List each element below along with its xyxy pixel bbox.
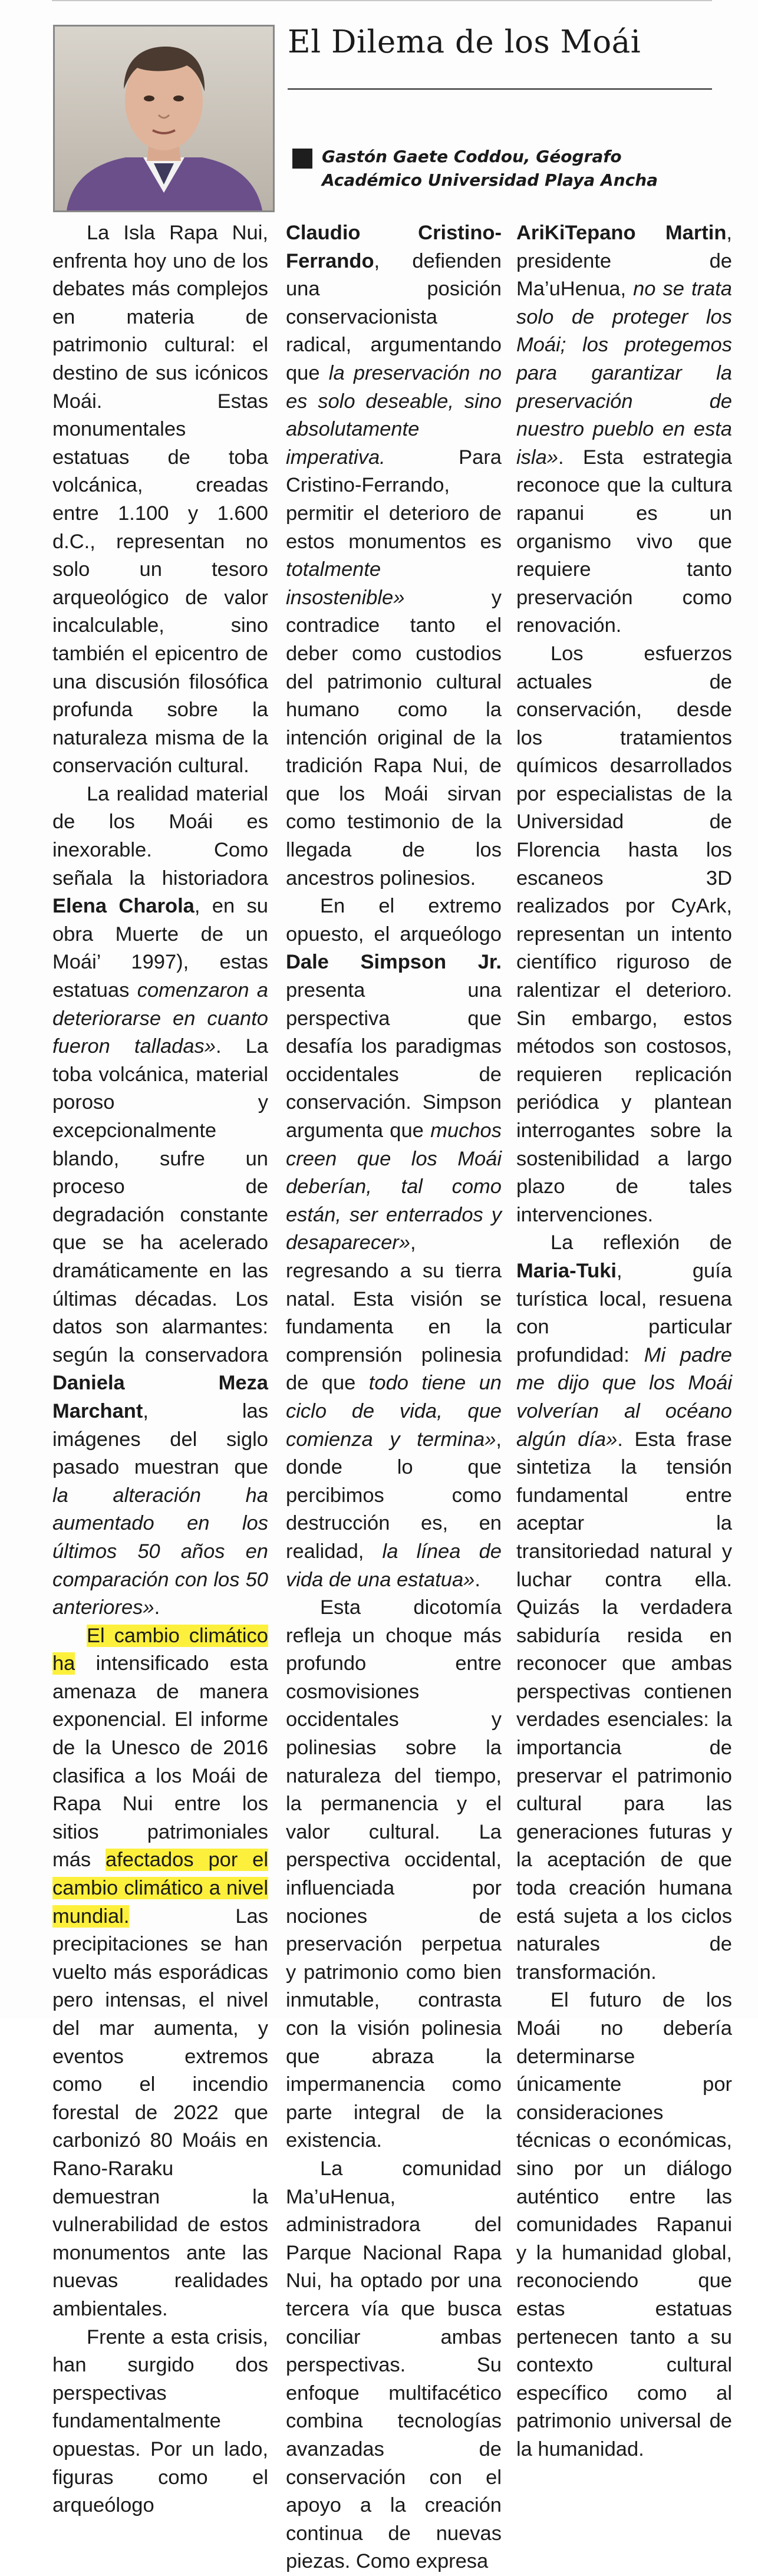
quote: todo tiene un ciclo de vida, que comienza y termina» <box>286 1372 502 1451</box>
paragraph: La reflexión de Maria-Tuki, guía turística local, resuena con particular profundidad: Mi padre me dijo que los Moái volverían al océano algún día». Esta frase sintetiza la tensión fundamental entre aceptar la transitoriedad natural y luchar contra ella. Quizás la verdadera sabiduría resida en reconocer que ambas perspectivas contienen verdades esenciales: la importancia de preservar el patrimonio cultural para las generaciones futuras y la aceptación de que toda creación humana está sujeta a los ciclos naturales de transformación. <box>516 1231 732 1984</box>
article-column-2 <box>286 219 502 2576</box>
author-affiliation: Académico Universidad Playa Ancha <box>322 170 658 190</box>
paragraph: La realidad material de los Moái es inexorable. Como señala la historiadora Elena Charola, en su obra Muerte de un Moái’ 1997), estas estatuas comenzaron a deteriorarse en cuanto fueron talladas». La toba volcánica, material poroso y excepcionalmente blando, sufre un proceso de degradación constante que se ha acelerado dramáticamente en las últimas décadas. Los datos son alarmantes: según la conservadora Daniela Meza Marchant, las imágenes del siglo pasado muestran que la alteración ha aumentado en los últimos 50 años en comparación con los 50 anteriores». <box>52 782 268 1619</box>
quote: la preservación no es solo deseable, sino absolutamente imperativa. <box>286 361 502 469</box>
quote: comenzaron a deteriorarse en cuanto fueron talladas» <box>52 979 268 1058</box>
byline-square-marker <box>292 149 312 169</box>
person-name: Daniela Meza Marchant <box>52 1372 268 1422</box>
quote: totalmente insostenible» <box>286 558 405 609</box>
paragraph: La comunidad Ma’uHenua, administradora del Parque Nacional Rapa Nui, ha optado por una tercera vía que busca conciliar ambas perspectivas. Su enfoque multifacético combina tecnologías avanzadas de conservación con el apoyo a la creación continua de nuevas piezas. Como expresa <box>286 2157 502 2573</box>
article-column-3 <box>516 219 732 2464</box>
quote: Mi padre me dijo que los Moái volverían al océano algún día» <box>516 1343 732 1451</box>
person-name: Dale Simpson Jr. <box>286 951 502 974</box>
top-rule <box>52 0 712 5</box>
quote: la alteración ha aumentado en los últimos 50 años en comparación con los 50 anteriores» <box>52 1484 268 1619</box>
quote: la línea de vida de una estatua» <box>286 1540 502 1591</box>
quote: muchos creen que los Moái deberían, tal como están, ser enterrados y desaparecer» <box>286 1119 502 1254</box>
person-name: Maria-Tuki <box>516 1259 617 1282</box>
article-headline: El Dilema de los Moái <box>288 24 641 60</box>
paragraph: Esta dicotomía refleja un choque más profundo entre cosmovisiones occidentales y polinesias sobre la naturaleza del tiempo, la permanencia y el valor cultural. La perspectiva occidental, influenciada por nociones de preservación perpetua y patrimonio como bien inmutable, contrasta con la visión polinesia que abraza la impermanencia como parte integral de la existencia. <box>286 1596 502 2152</box>
paragraph: La Isla Rapa Nui, enfrenta hoy uno de los debates más complejos en materia de patrimonio cultural: el destino de sus icónicos Moái. Estas monumentales estatuas de toba volcánica, creadas entre 1.100 y 1.600 d.C., representan no solo un tesoro arqueológico de valor incalculable, sino también el epicentro de una discusión filosófica profunda sobre la naturaleza misma de la conservación cultural. <box>52 222 268 778</box>
headline-rule <box>288 88 712 90</box>
paragraph: Los esfuerzos actuales de conservación, desde los tratamientos químicos desarrollados por especialistas de la Universidad de Florencia hasta los escaneos 3D realizados por CyArk, representan un intento científico riguroso de ralentizar el deterioro. Sin embargo, estos métodos son costosos, requieren replicación periódica y plantean interrogantes sobre la sostenibilidad a largo plazo de tales intervenciones. <box>516 642 732 1226</box>
quote: no se trata solo de proteger los Moái; los protegemos para garantizar la preservación de nuestro pueblo en esta isla» <box>516 278 732 469</box>
person-name: Elena Charola <box>52 895 195 918</box>
highlighted-text: El cambio climático ha <box>52 1624 268 1675</box>
paragraph: Frente a esta crisis, han surgido dos perspectivas fundamentalmente opuestas. Por un lado, figuras como el arqueólogo <box>52 2325 268 2517</box>
paragraph-continued: Claudio Cristino-Ferrando, defienden una posición conservacionista radical, argumentando que la preservación no es solo deseable, sino absolutamente imperativa. Para Cristino-Ferrando, permitir el deterioro de estos monumentos es totalmente insostenible» y contradice tanto el deber como custodios del patrimonio cultural humano como la intención original de la tradición Rapa Nui, de que los Moái sirvan como testimonio de la llegada de los ancestros polinesios. <box>286 222 502 890</box>
author-name-role: Gastón Gaete Coddou, Géografo <box>322 147 622 166</box>
paragraph: En el extremo opuesto, el arqueólogo Dale Simpson Jr. presenta una perspectiva que desafía los paradigmas occidentales de conservación. Simpson argumenta que muchos creen que los Moái deberían, tal como están, ser enterrados y desaparecer», regresando a su tierra natal. Esta visión se fundamenta en la comprensión polinesia de que todo tiene un ciclo de vida, que comienza y termina», donde lo que percibimos como destrucción es, en realidad, la línea de vida de una estatua». <box>286 895 502 1591</box>
person-name: Claudio Cristino-Ferrando <box>286 222 502 272</box>
person-name: AriKiTepano Martin <box>516 222 727 244</box>
paragraph: El cambio climático ha intensificado esta amenaza de manera exponencial. El informe de la Unesco de 2016 clasifica a los Moái de Rapa Nui entre los sitios patrimoniales más afectados por el cambio climático a nivel mundial. Las precipitaciones se han vuelto más esporádicas pero intensas, el nivel del mar aumenta, y eventos extremos como el incendio forestal de 2022 que carbonizó 80 Moáis en Rano-Raraku demuestran la vulnerabilidad de estos monumentos ante las nuevas realidades ambientales. <box>52 1624 268 2320</box>
article-column-1 <box>52 219 268 2520</box>
highlighted-text: afectados por el cambio climático a nivel mundial. <box>52 1849 268 1928</box>
author-photo <box>53 25 275 212</box>
paragraph: El futuro de los Moái no debería determinarse únicamente por consideraciones técnicas o económicas, sino por un diálogo auténtico entre las comunidades Rapanui y la humanidad global, reconociendo que estas estatuas pertenecen tanto a su contexto cultural específico como al patrimonio universal de la humanidad. <box>516 1989 732 2460</box>
paragraph-continued: AriKiTepano Martin, presidente de Ma’uHenua, no se trata solo de proteger los Moái; los protegemos para garantizar la preservación de nuestro pueblo en esta isla». Esta estrategia reconoce que la cultura rapanui es un organismo vivo que requiere tanto preservación como renovación. <box>516 222 732 637</box>
byline-text <box>322 145 711 192</box>
